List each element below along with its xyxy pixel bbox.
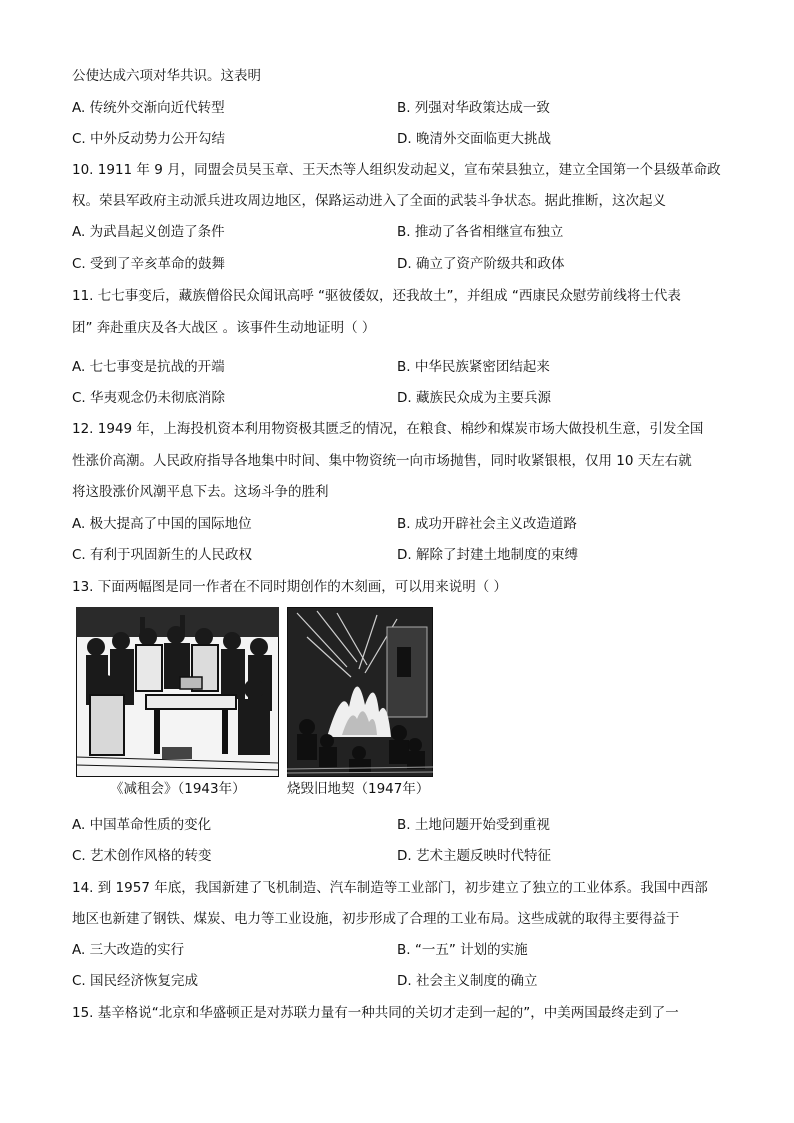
q14-option-b[interactable]: B. “一五” 计划的实施: [397, 942, 528, 958]
q11-option-a[interactable]: A. 七七事变是抗战的开端: [72, 359, 225, 375]
q12-option-a[interactable]: A. 极大提高了中国的国际地位: [72, 516, 252, 532]
q13-option-c[interactable]: C. 艺术创作风格的转变: [72, 848, 212, 864]
q10-option-a[interactable]: A. 为武昌起义创造了条件: [72, 224, 225, 240]
q13-option-b[interactable]: B. 土地问题开始受到重视: [397, 817, 550, 833]
q14-option-d[interactable]: D. 社会主义制度的确立: [397, 973, 538, 989]
woodcut-caption-left: 《减租会》（1943年）: [110, 781, 246, 797]
q12-stem-line1: 12. 1949 年，上海投机资本利用物资极其匮乏的情况，在粮食、棉纱和煤炭市场大做投机生意，引发全国: [72, 421, 704, 437]
q15-stem-line1: 15. 基辛格说“北京和华盛顿正是对苏联力量有一种共同的关切才走到一起的”，中美两国最终走到了一: [72, 1005, 679, 1021]
q12-option-b[interactable]: B. 成功开辟社会主义改造道路: [397, 516, 577, 532]
woodcut-burning-old-deeds: [287, 607, 433, 777]
q11-option-d[interactable]: D. 藏族民众成为主要兵源: [397, 390, 551, 406]
q14-stem-line2: 地区也新建了钢铁、煤炭、电力等工业设施，初步形成了合理的工业布局。这些成就的取得主要得益于: [72, 911, 680, 927]
q11-option-b[interactable]: B. 中华民族紧密团结起来: [397, 359, 550, 375]
q9-stem: 公使达成六项对华共识。这表明: [72, 68, 261, 84]
q10-option-b[interactable]: B. 推动了各省相继宣布独立: [397, 224, 564, 240]
q13-option-a[interactable]: A. 中国革命性质的变化: [72, 817, 212, 833]
q10-option-d[interactable]: D. 确立了资产阶级共和政体: [397, 256, 565, 272]
q13-option-d[interactable]: D. 艺术主题反映时代特征: [397, 848, 551, 864]
q11-option-c[interactable]: C. 华夷观念仍未彻底消除: [72, 390, 226, 406]
q14-option-a[interactable]: A. 三大改造的实行: [72, 942, 185, 958]
q9-option-c[interactable]: C. 中外反动势力公开勾结: [72, 131, 226, 147]
woodcut-rent-reduction-meeting: [76, 607, 279, 777]
q9-option-a[interactable]: A. 传统外交渐向近代转型: [72, 100, 225, 116]
q12-stem-line2: 性涨价高潮。人民政府指导各地集中时间、集中物资统一向市场抛售，同时收紧银根，仅用 10 天左右就: [72, 453, 692, 469]
q12-option-c[interactable]: C. 有利于巩固新生的人民政权: [72, 547, 253, 563]
q10-option-c[interactable]: C. 受到了辛亥革命的鼓舞: [72, 256, 226, 272]
q10-stem-line1: 10. 1911 年 9 月，同盟会员吴玉章、王天杰等人组织发动起义，宣布荣县独立，建立全国第一个县级革命政: [72, 162, 721, 178]
q10-stem-line2: 权。荣县军政府主动派兵进攻周边地区，保路运动进入了全面的武装斗争状态。据此推断，这次起义: [72, 193, 666, 209]
q11-stem-line1: 11. 七七事变后，藏族僧俗民众闻讯高呼 “驱彼倭奴，还我故土”，并组成 “西康民众慰劳前线将士代表: [72, 288, 681, 304]
q9-option-d[interactable]: D. 晚清外交面临更大挑战: [397, 131, 551, 147]
q12-option-d[interactable]: D. 解除了封建土地制度的束缚: [397, 547, 578, 563]
q13-stem: 13. 下面两幅图是同一作者在不同时期创作的木刻画，可以用来说明（ ）: [72, 579, 508, 595]
q11-stem-line2: 团” 奔赴重庆及各大战区 。该事件生动地证明（ ）: [72, 320, 376, 336]
q14-option-c[interactable]: C. 国民经济恢复完成: [72, 973, 199, 989]
q12-stem-line3: 将这股涨价风潮平息下去。这场斗争的胜利: [72, 484, 329, 500]
woodcut-caption-right: 烧毁旧地契（1947年）: [287, 781, 430, 797]
q9-option-b[interactable]: B. 列强对华政策达成一致: [397, 100, 550, 116]
q14-stem-line1: 14. 到 1957 年底，我国新建了飞机制造、汽车制造等工业部门，初步建立了独立的工业体系。我国中西部: [72, 880, 708, 896]
